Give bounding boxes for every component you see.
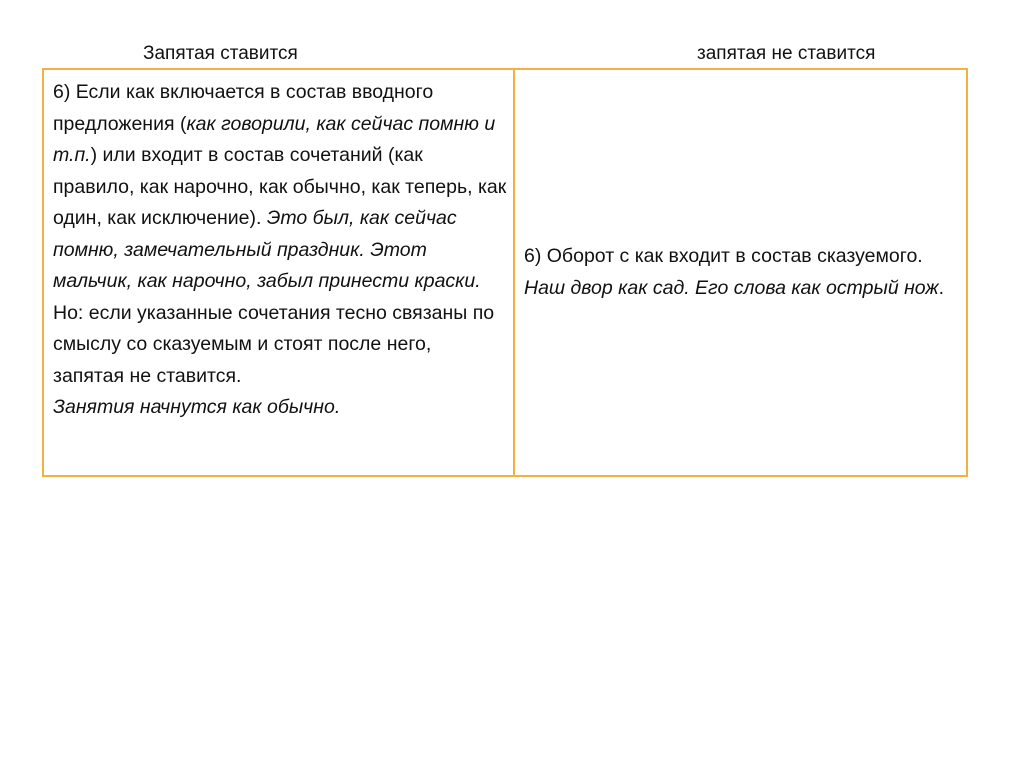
rule-text: 6) Если как включается в состав вводного предложения ( (53, 81, 434, 135)
example-sentences: Наш двор как сад. Его слова как острый нож (524, 276, 939, 299)
period: . (938, 276, 945, 299)
rule-text: 6) Оборот с как входит в состав сказуемого. (524, 245, 923, 267)
header-comma-not-placed: запятая не ставится (697, 43, 876, 64)
rules-table (42, 68, 968, 477)
rule-text-cont: ) или входит в состав сочетаний (как правило, как нарочно, как обычно, как теперь, как один, как исключение). (53, 144, 507, 229)
header-comma-placed: Запятая ставится (143, 43, 298, 64)
example-sentences: Это был, как сейчас помню, замечательный праздник. Этот мальчик, как нарочно, забыл принести краски. (53, 207, 481, 292)
rule-paragraph (53, 77, 507, 298)
cell-comma-placed (44, 70, 515, 475)
exception-text: Но: если указанные сочетания тесно связаны по смыслу со сказуемым и стоят после него, запятая не ставится. (53, 301, 495, 387)
cell-comma-not-placed (515, 70, 966, 475)
rule-examples: как говорили, как сейчас помню и т.п. (53, 112, 496, 166)
exception-example: Занятия начнутся как обычно. (53, 396, 341, 418)
rule-paragraph-right (524, 241, 960, 304)
